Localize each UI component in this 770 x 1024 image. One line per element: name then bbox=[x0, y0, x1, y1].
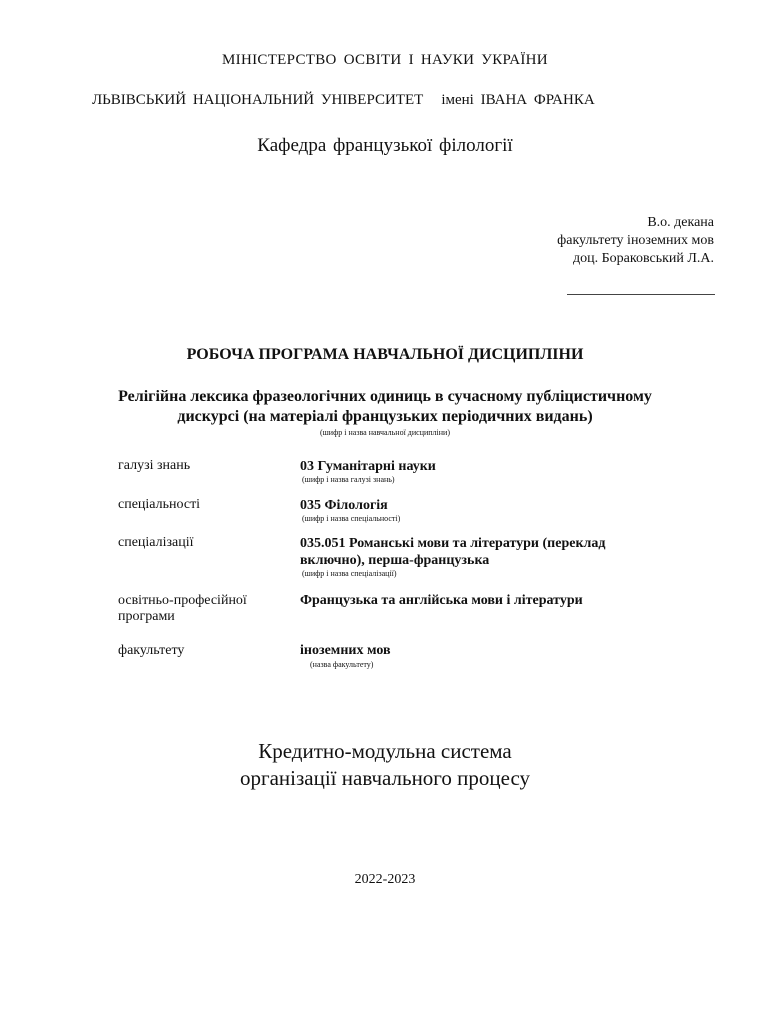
academic-year: 2022-2023 bbox=[354, 872, 416, 887]
specialization-label: спеціалізації bbox=[118, 535, 194, 550]
branch-value: 03 Гуманітарні науки bbox=[300, 459, 436, 474]
program-title: РОБОЧА ПРОГРАМА НАВЧАЛЬНОЇ ДИСЦИПЛІНИ bbox=[186, 346, 584, 363]
signature-line bbox=[567, 294, 715, 295]
specialization-caption: (шифр і назва спеціалізації) bbox=[302, 569, 397, 578]
specialization-value bbox=[300, 535, 700, 569]
approval-faculty: факультету іноземних мов bbox=[557, 233, 714, 248]
edu-program-value: Французька та англійська мови і літератури bbox=[300, 593, 583, 608]
course-title-line2: дискурсі (на матеріалі французьких періодичних видань) bbox=[177, 408, 593, 425]
department-heading: Кафедра французької філології bbox=[257, 135, 513, 156]
specialty-value: 035 Філологія bbox=[300, 498, 388, 513]
approval-person: доц. Бораковський Л.А. bbox=[573, 251, 714, 266]
ministry-heading: МІНІСТЕРСТВО ОСВІТИ І НАУКИ УКРАЇНИ bbox=[222, 52, 548, 68]
edu-program-label-line2: програми bbox=[118, 609, 175, 624]
credit-system-line2: організації навчального процесу bbox=[239, 766, 531, 790]
course-caption: (шифр і назва навчальної дисципліни) bbox=[319, 428, 450, 437]
university-named-after: імені ІВАНА ФРАНКА bbox=[441, 92, 595, 108]
approval-block bbox=[557, 214, 714, 268]
faculty-label: факультету bbox=[118, 643, 185, 658]
specialty-label: спеціальності bbox=[118, 497, 201, 512]
edu-program-label-line1: освітньо-професійної bbox=[118, 593, 247, 608]
specialization-value-line2: включно), перша-французька bbox=[300, 553, 490, 568]
branch-caption: (шифр і назва галузі знань) bbox=[302, 475, 395, 484]
approval-position: В.о. декана bbox=[647, 215, 714, 230]
credit-system-line1: Кредитно-модульна система bbox=[258, 739, 512, 763]
specialty-caption: (шифр і назва спеціальності) bbox=[302, 514, 401, 523]
course-title-line1: Релігійна лексика фразеологічних одиниць в сучасному публіцистичному bbox=[118, 388, 652, 405]
credit-system-heading bbox=[0, 738, 770, 792]
specialization-value-line1: 035.051 Романські мови та літератури (переклад bbox=[300, 536, 606, 551]
edu-program-label bbox=[118, 593, 247, 625]
university-heading bbox=[92, 92, 595, 109]
university-name: ЛЬВІВСЬКИЙ НАЦІОНАЛЬНИЙ УНІВЕРСИТЕТ bbox=[92, 92, 424, 108]
faculty-caption: (назва факультету) bbox=[310, 660, 374, 669]
branch-label: галузі знань bbox=[118, 458, 191, 473]
faculty-value: іноземних мов bbox=[300, 643, 391, 658]
course-title bbox=[0, 387, 770, 427]
